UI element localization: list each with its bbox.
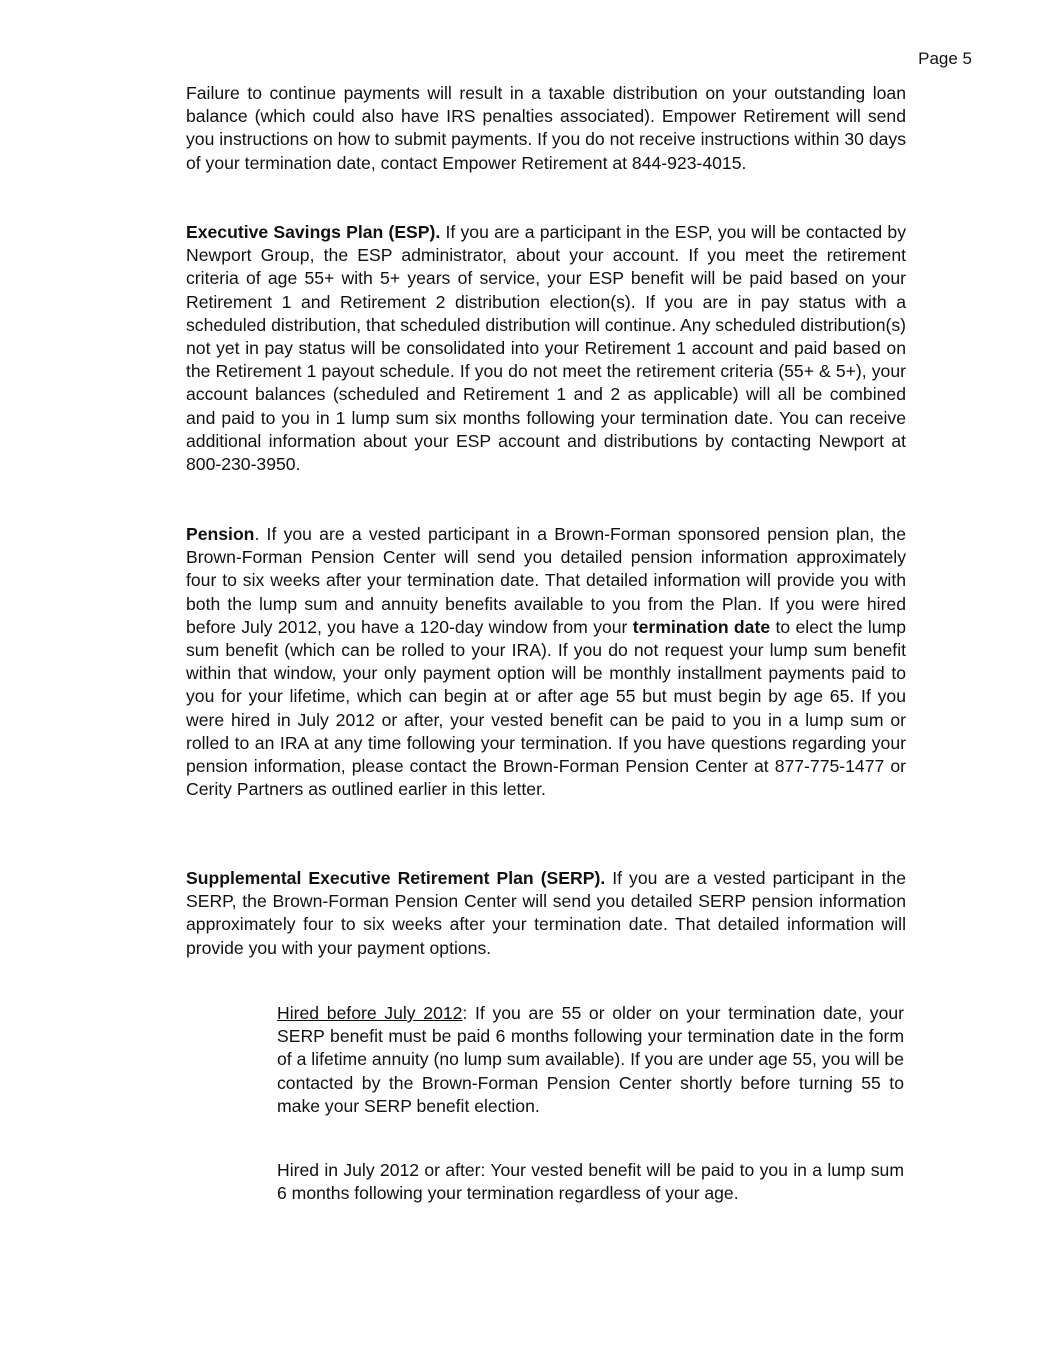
pension-paragraph xyxy=(186,523,906,801)
pension-body-part-1: . If you are a vested participant in a Brown-Forman sponsored pension plan, the Brown-Forman Pension Center will send you detailed pension information approximately four to six weeks after your termination date. That detailed information will provide you with both the lump sum and annuity benefits available to you from the Plan. If you were hired before July 2012, you have a 120-day window from your xyxy=(186,524,906,637)
hired-after-text: Hired in July 2012 or after: Your vested benefit will be paid to you in a lump sum 6 months following your termination regardless of your age. xyxy=(277,1160,904,1204)
esp-heading: Executive Savings Plan (ESP). xyxy=(186,222,441,242)
hired-before-paragraph xyxy=(277,1002,904,1118)
esp-body: If you are a participant in the ESP, you will be contacted by Newport Group, the ESP administrator, about your account. If you meet the retirement criteria of age 55+ with 5+ years of service, your ESP benefit will be paid based on your Retirement 1 and Retirement 2 distribution election(s). If you are in pay status with a scheduled distribution, that scheduled distribution will continue. Any scheduled distribution(s) not yet in pay status will be consolidated into your Retirement 1 account and paid based on the Retirement 1 payout schedule. If you do not meet the retirement criteria (55+ & 5+), your account balances (scheduled and Retirement 1 and 2 as applicable) will all be combined and paid to you in 1 lump sum six months following your termination date. You can receive additional information about your ESP account and distributions by contacting Newport at 800-230-3950. xyxy=(186,222,906,475)
termination-date-emphasis: termination date xyxy=(632,616,771,637)
page-number: Page 5 xyxy=(918,49,972,68)
hired-before-body: : If you are 55 or older on your termination date, your SERP benefit must be paid 6 months following your termination date in the form of a lifetime annuity (no lump sum available). If you are under age 55, you will be contacted by the Brown-Forman Pension Center shortly before turning 55 to make your SERP benefit election. xyxy=(277,1003,904,1116)
pension-body-part-2: to elect the lump sum benefit (which can be rolled to your IRA). If you do not request your lump sum benefit within that window, your only payment option will be monthly installment payments paid to you for your lifetime, which can begin at or after age 55 but must begin by age 65. If you were hired in July 2012 or after, your vested benefit can be paid to you in a lump sum or rolled to an IRA at any time following your termination. If you have questions regarding your pension information, please contact the Brown-Forman Pension Center at 877-775-1477 or Cerity Partners as outlined earlier in this letter. xyxy=(186,616,906,800)
serp-heading: Supplemental Executive Retirement Plan (SERP). xyxy=(186,868,606,888)
serp-paragraph xyxy=(186,867,906,960)
loan-payment-paragraph xyxy=(186,82,906,175)
esp-paragraph xyxy=(186,221,906,476)
hired-after-paragraph xyxy=(277,1159,904,1205)
serp-body: If you are a vested participant in the SERP, the Brown-Forman Pension Center will send you detailed SERP pension information approximately four to six weeks after your termination date. That detailed information will provide you with your payment options. xyxy=(186,868,906,958)
hired-before-label: Hired before July 2012 xyxy=(277,1003,463,1023)
pension-heading: Pension xyxy=(186,524,255,544)
loan-payment-text: Failure to continue payments will result in a taxable distribution on your outstanding loan balance (which could also have IRS penalties associated). Empower Retirement will send you instructions on how to submit payments. If you do not receive instructions within 30 days of your termination date, contact Empower Retirement at 844-923-4015. xyxy=(186,83,906,173)
